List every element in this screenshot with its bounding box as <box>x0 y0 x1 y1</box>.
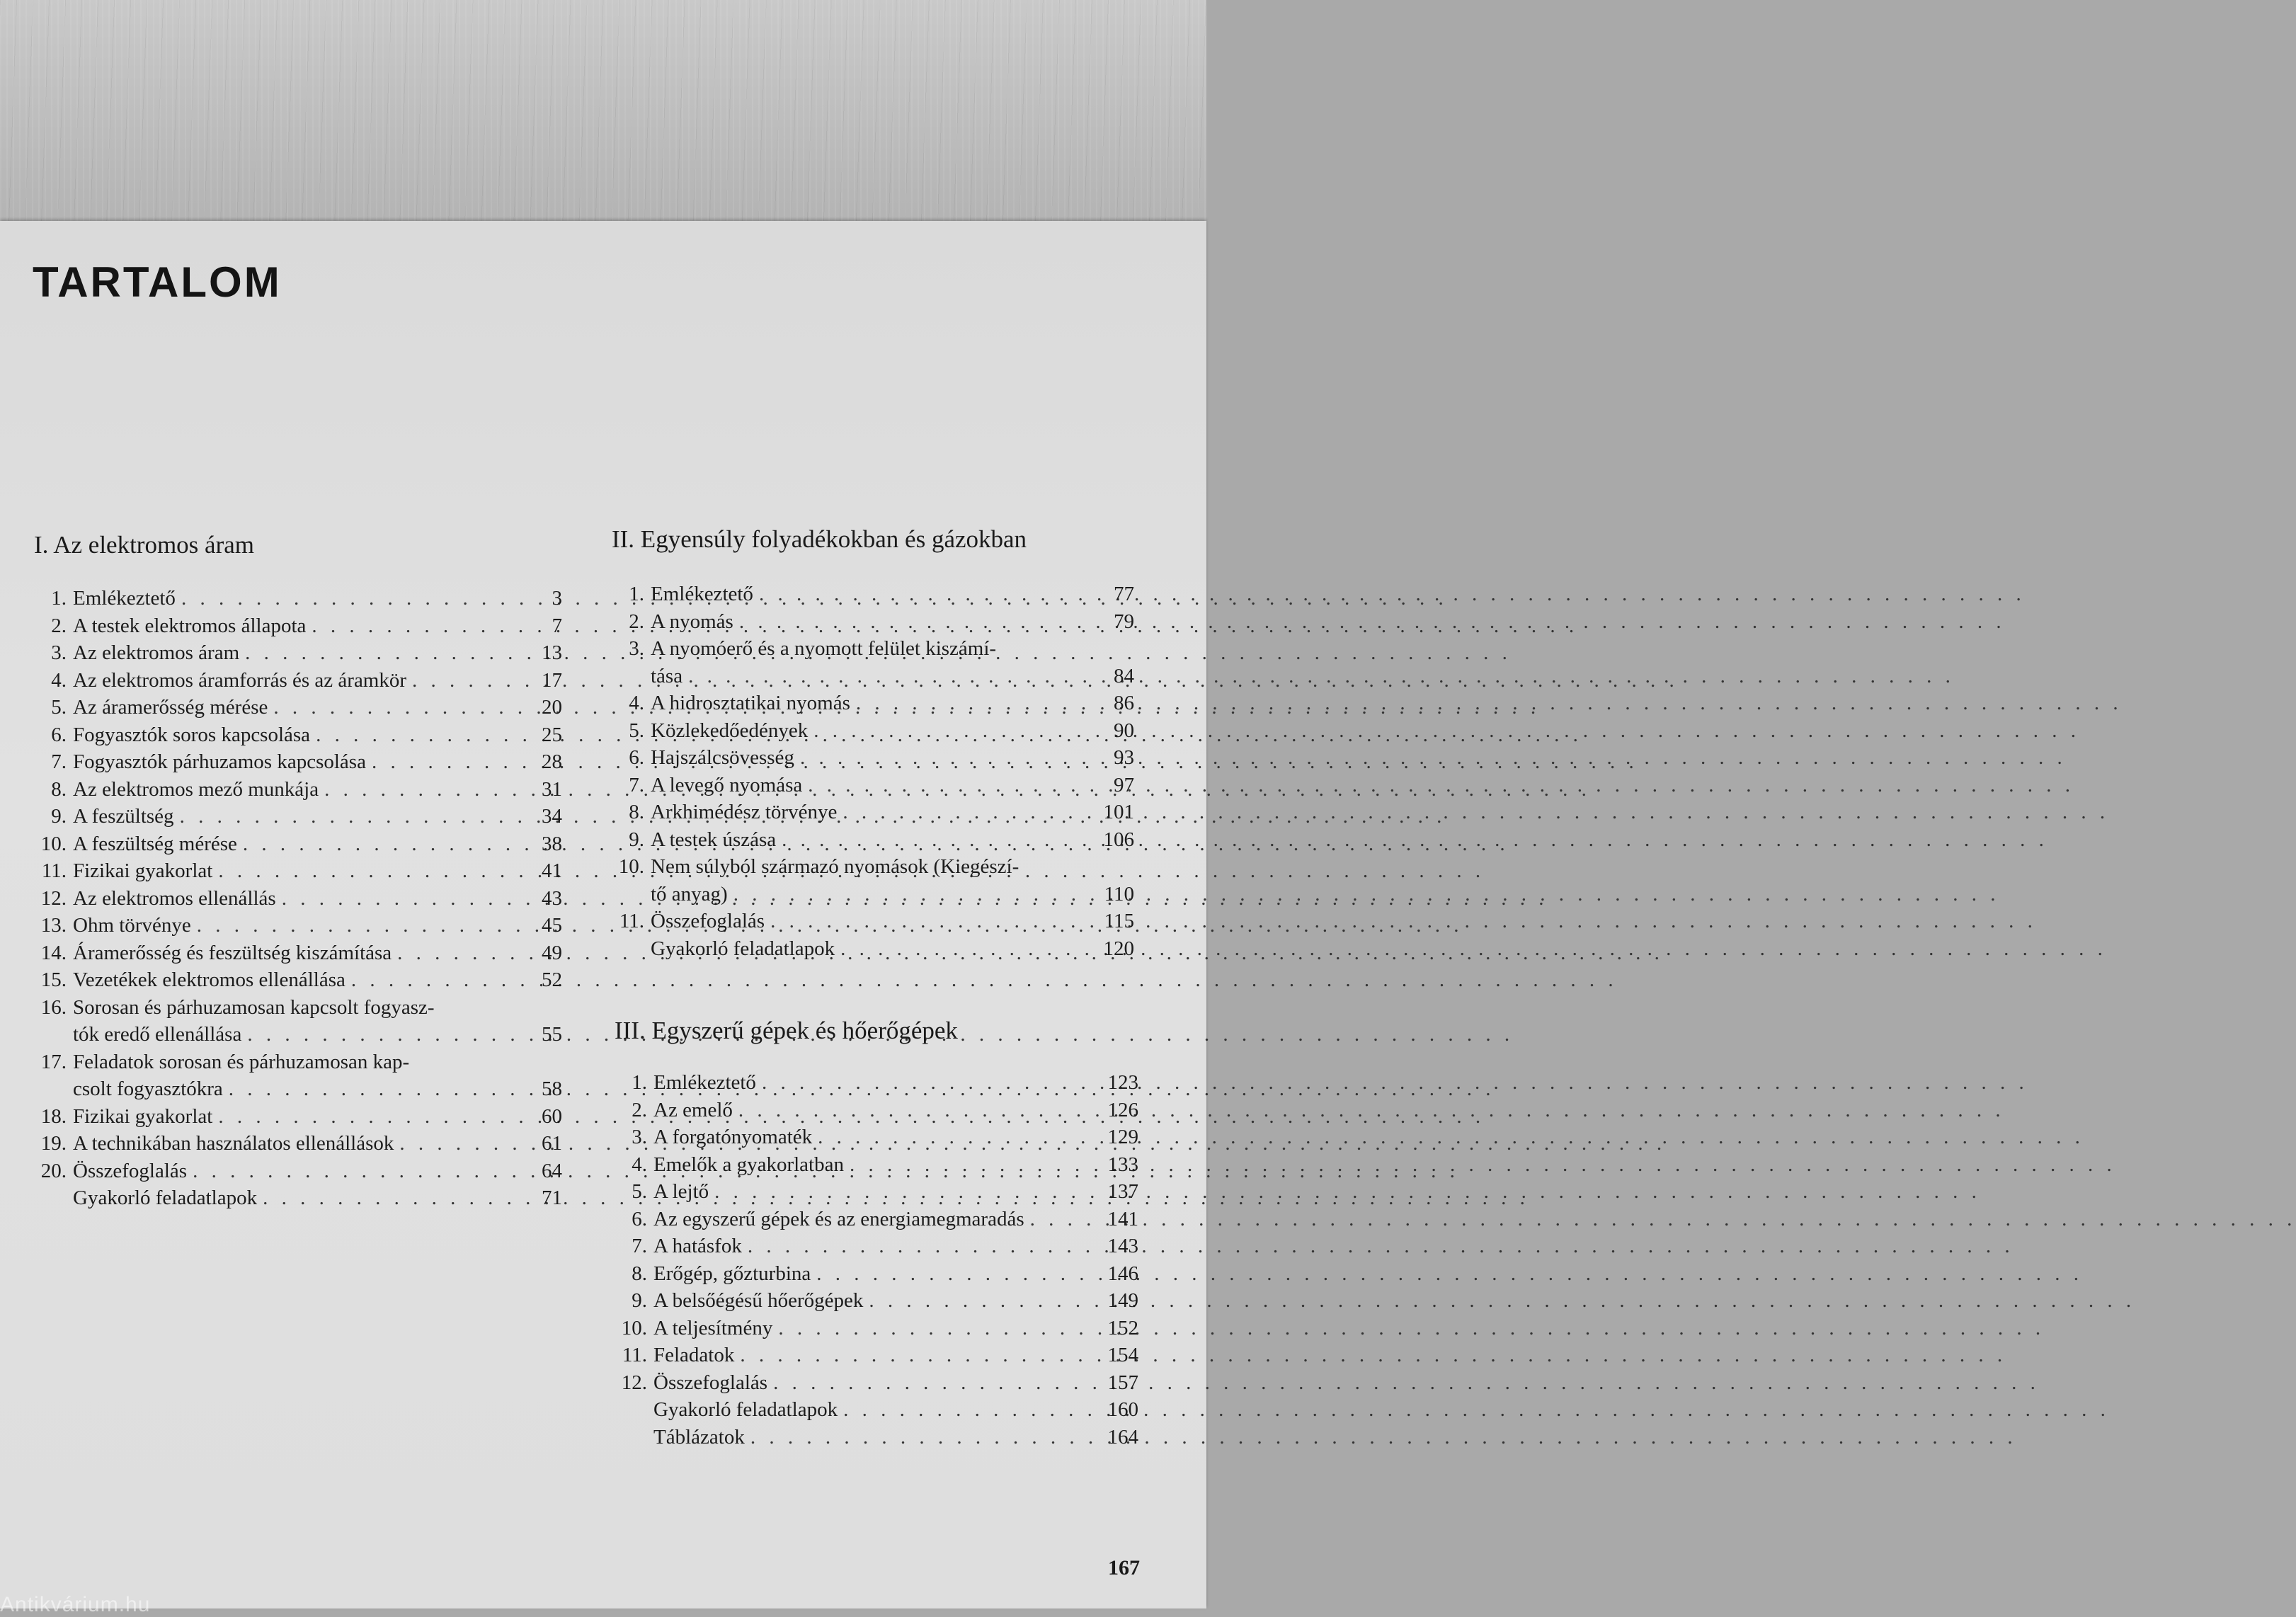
toc-entry-title: Arkhimédész törvénye <box>651 801 838 823</box>
dot-leader <box>682 663 1085 690</box>
toc-entry-number: 1. <box>629 583 644 605</box>
toc-entry-page: 34 <box>542 805 562 828</box>
toc-entry-title: A lejtő <box>653 1180 709 1203</box>
dot-leader <box>776 826 1085 854</box>
toc-entry-number: 7. <box>51 750 67 773</box>
toc-entry-page: 123 <box>1107 1071 1138 1094</box>
toc-entry-number: 13. <box>40 914 67 937</box>
toc-entry-title: tő anyag) <box>651 882 728 905</box>
toc-entry-title: Összefoglalás <box>653 1371 768 1394</box>
toc-entry-page: 17 <box>542 668 562 692</box>
toc-entry <box>615 1424 1138 1451</box>
toc-entry <box>612 690 1134 717</box>
dot-leader <box>742 1233 1089 1260</box>
toc-entry-page: 61 <box>542 1132 562 1155</box>
toc-entry-title: Ohm törvénye <box>73 914 191 937</box>
toc-entry <box>34 1184 562 1212</box>
toc-entry-page: 149 <box>1107 1289 1138 1312</box>
dot-leader <box>835 935 1085 963</box>
toc-entry <box>34 885 562 913</box>
toc-entry-title: Összefoglalás <box>651 910 765 932</box>
dot-leader <box>728 881 1085 908</box>
toc-entry-number: 14. <box>40 941 67 964</box>
toc-entry-page: 133 <box>1107 1153 1138 1176</box>
toc-entry-number: 11. <box>619 910 644 932</box>
dot-leader <box>745 1424 1089 1451</box>
toc-entry-title: A hatásfok <box>653 1235 742 1257</box>
toc-entry-page: 152 <box>1107 1316 1138 1339</box>
toc-entry <box>612 581 1134 608</box>
toc-entry <box>34 966 562 994</box>
toc-entry-number: 3. <box>629 637 644 660</box>
toc-entry-number: 7. <box>629 773 644 796</box>
toc-entry-title: A teljesítmény <box>653 1316 773 1339</box>
toc-entry <box>612 772 1134 799</box>
toc-entry-title: Feladatok sorosan és párhuzamosan kap- <box>73 1050 410 1073</box>
toc-entry-page: 86 <box>1114 692 1134 714</box>
toc-entry-page: 20 <box>542 696 562 719</box>
toc-entry-page: 58 <box>542 1078 562 1100</box>
background-surface <box>0 0 1206 227</box>
toc-entry-title: Feladatok <box>653 1344 735 1366</box>
toc-entry-number: 10. <box>40 832 67 855</box>
toc-entry-number: 11. <box>622 1344 647 1366</box>
dot-leader <box>794 744 1085 772</box>
toc-entry-page: 101 <box>1103 801 1134 823</box>
dot-leader <box>844 1151 1089 1179</box>
dot-leader <box>174 803 513 830</box>
toc-entry-page: 93 <box>1114 746 1134 769</box>
toc-entry-title: A forgatónyomaték <box>653 1126 813 1148</box>
toc-entry-number: 1. <box>51 587 67 610</box>
watermark: Antikvárium.hu <box>0 1593 151 1616</box>
toc-entry-number: 5. <box>629 719 644 742</box>
toc-entry <box>615 1260 1138 1288</box>
dot-leader <box>765 908 1085 935</box>
toc-entry-page: 97 <box>1114 773 1134 796</box>
toc-entry-page: 84 <box>1114 664 1134 687</box>
toc-entry-title: Táblázatok <box>653 1425 745 1449</box>
dot-leader <box>709 1178 1089 1206</box>
toc-entry-number: 16. <box>40 995 67 1019</box>
toc-entry <box>612 908 1134 935</box>
page-number: 167 <box>1108 1556 1140 1579</box>
dot-leader <box>753 581 1085 608</box>
toc-entry <box>612 935 1134 963</box>
toc-entry <box>34 912 562 939</box>
toc-entry-title: Az elektromos áram <box>73 641 240 664</box>
dot-leader <box>310 721 513 749</box>
toc-entry-title: Közlekedőedények <box>651 719 809 742</box>
toc-entry-number: 7. <box>632 1235 647 1257</box>
dot-leader <box>733 608 1085 636</box>
toc-entry-page: 137 <box>1107 1180 1138 1203</box>
toc-entry <box>615 1287 1138 1315</box>
toc-entry-page: 110 <box>1104 882 1134 905</box>
toc-entry-number: 15. <box>40 969 67 991</box>
dot-leader <box>406 667 513 695</box>
toc-entry <box>615 1342 1138 1369</box>
toc-entry <box>615 1233 1138 1260</box>
toc-entry-number: 6. <box>629 746 644 769</box>
toc-entry <box>612 853 1134 881</box>
toc-entry <box>612 717 1134 745</box>
toc-entry-title: A feszültség <box>73 805 174 828</box>
toc-entry-number: 6. <box>51 723 67 746</box>
toc-entry-number: 2. <box>51 614 67 637</box>
toc-entry-title: Emlékeztető <box>651 583 753 605</box>
dot-leader <box>394 1130 513 1158</box>
book-page <box>0 221 1206 1616</box>
toc-entry-number: 20. <box>40 1159 67 1182</box>
toc-entry <box>34 830 562 858</box>
dot-leader <box>802 772 1085 799</box>
toc-entry-page: 154 <box>1107 1344 1138 1366</box>
toc-entry-page: 160 <box>1107 1398 1138 1421</box>
toc-entry-page: 164 <box>1107 1425 1138 1449</box>
section-heading-1: I. Az elektromos áram <box>34 531 255 559</box>
dot-leader <box>850 690 1085 717</box>
toc-entry-title: A testek úszása <box>651 828 777 851</box>
toc-entry-title: Az áramerősség mérése <box>73 696 268 719</box>
toc-entry-page: 90 <box>1114 719 1134 742</box>
toc-entry <box>34 1075 562 1103</box>
toc-entry-page: 52 <box>542 969 562 991</box>
toc-list-section-2 <box>612 581 1134 962</box>
toc-entry <box>34 1021 562 1049</box>
toc-entry-number: 8. <box>51 777 67 801</box>
dot-leader <box>176 585 513 612</box>
toc-entry-page: 13 <box>542 641 562 664</box>
dot-leader <box>392 939 513 967</box>
toc-entry-page: 25 <box>542 723 562 746</box>
toc-entry <box>34 721 562 749</box>
toc-entry <box>34 776 562 804</box>
toc-entry-page: 31 <box>542 777 562 801</box>
dot-leader <box>345 966 513 994</box>
toc-entry-page: 7 <box>552 614 562 637</box>
toc-entry-number: 2. <box>632 1098 647 1121</box>
toc-entry <box>615 1396 1138 1424</box>
toc-entry-title: Fogyasztók soros kapcsolása <box>73 723 311 746</box>
toc-entry-title: Emlékeztető <box>73 587 176 610</box>
toc-entry-title: Áramerősség és feszültség kiszámítása <box>73 941 392 964</box>
toc-entry-title: Fizikai gyakorlat <box>73 859 213 882</box>
toc-entry-page: 157 <box>1107 1371 1138 1394</box>
toc-entry-page: 115 <box>1104 910 1134 932</box>
toc-entry-page: 41 <box>542 859 562 882</box>
dot-leader <box>306 612 513 640</box>
toc-entry-page: 129 <box>1107 1126 1138 1148</box>
toc-list-section-1 <box>34 585 562 1212</box>
toc-entry-title: A technikában használatos ellenállások <box>73 1132 394 1155</box>
toc-entry-number: 12. <box>621 1371 647 1394</box>
dot-leader <box>237 830 513 858</box>
dot-leader <box>366 748 513 776</box>
toc-entry-page: 64 <box>542 1159 562 1182</box>
toc-entry <box>34 939 562 967</box>
toc-entry-page: 106 <box>1103 828 1134 851</box>
toc-entry <box>34 1158 562 1185</box>
toc-entry <box>615 1206 1138 1233</box>
toc-entry-number: 11. <box>41 859 67 882</box>
toc-entry-page: 28 <box>542 750 562 773</box>
dot-leader <box>767 1369 1089 1397</box>
toc-entry-title: A feszültség mérése <box>73 832 237 855</box>
toc-entry-title: Vezetékek elektromos ellenállása <box>73 969 345 991</box>
toc-entry-number: 19. <box>40 1132 67 1155</box>
toc-entry-title: A nyomás <box>651 610 733 633</box>
dot-leader <box>734 1342 1089 1369</box>
toc-entry-title: Fogyasztók párhuzamos kapcsolása <box>73 750 366 773</box>
dot-leader <box>811 1260 1089 1288</box>
toc-entry-title: Emlékeztető <box>653 1071 756 1094</box>
dot-leader <box>187 1158 513 1185</box>
toc-entry-title: csolt fogyasztókra <box>73 1078 223 1100</box>
toc-entry-number: 6. <box>632 1207 647 1230</box>
toc-entry-page: 43 <box>542 886 562 910</box>
dot-leader <box>212 1103 513 1131</box>
dot-leader <box>319 776 513 804</box>
toc-entry-number: 3. <box>632 1126 647 1148</box>
toc-entry-number: 10. <box>618 855 644 878</box>
toc-entry-title: Fizikai gyakorlat <box>73 1104 213 1128</box>
toc-entry <box>612 826 1134 854</box>
toc-entry-page: 49 <box>542 941 562 964</box>
dot-leader <box>733 1097 1089 1124</box>
toc-entry-page: 79 <box>1114 610 1134 633</box>
toc-entry-number: 9. <box>51 805 67 828</box>
toc-entry <box>615 1178 1138 1206</box>
toc-entry-title: Gyakorló feladatlapok <box>651 937 835 960</box>
dot-leader <box>772 1315 1089 1342</box>
toc-entry-title: A levegő nyomása <box>651 773 803 796</box>
toc-entry-title: Az emelő <box>653 1098 733 1121</box>
toc-entry-page: 141 <box>1107 1207 1138 1230</box>
toc-entry-page: 60 <box>542 1104 562 1128</box>
toc-entry <box>34 667 562 695</box>
toc-entry-page: 146 <box>1107 1262 1138 1285</box>
toc-entry-title: Emelők a gyakorlatban <box>653 1153 844 1176</box>
section-heading-3: III. Egyszerű gépek és hőerőgépek <box>615 1017 958 1044</box>
toc-entry-title: A hidrosztatikai nyomás <box>651 692 850 714</box>
toc-entry-number: 8. <box>629 801 644 823</box>
dot-leader <box>191 912 513 939</box>
toc-entry <box>34 803 562 830</box>
toc-entry <box>612 744 1134 772</box>
toc-entry-page: 143 <box>1107 1235 1138 1257</box>
dot-leader <box>241 1021 513 1049</box>
page-title: TARTALOM <box>33 258 282 306</box>
toc-entry-page: 55 <box>542 1023 562 1046</box>
toc-entry-number: 5. <box>632 1180 647 1203</box>
toc-entry-page: 120 <box>1103 937 1134 960</box>
dot-leader <box>756 1069 1089 1097</box>
toc-entry-number: 2. <box>629 610 644 633</box>
dot-leader <box>1024 1206 1089 1233</box>
toc-entry <box>34 694 562 721</box>
toc-entry-title: Összefoglalás <box>73 1159 188 1182</box>
toc-entry <box>612 881 1134 908</box>
toc-entry <box>615 1097 1138 1124</box>
toc-entry <box>612 608 1134 636</box>
toc-entry-page: 3 <box>552 587 562 610</box>
toc-entry-title: A belsőégésű hőerőgépek <box>653 1289 864 1312</box>
toc-entry-number: 4. <box>51 668 67 692</box>
dot-leader <box>257 1184 513 1212</box>
toc-entry-title: Az egyszerű gépek és az energiamegmaradás <box>653 1207 1024 1230</box>
dot-leader <box>808 717 1085 745</box>
toc-entry-title: Gyakorló feladatlapok <box>653 1398 838 1421</box>
toc-entry <box>34 585 562 612</box>
toc-entry-title: Az elektromos ellenállás <box>73 886 276 910</box>
toc-entry-number: 9. <box>629 828 644 851</box>
toc-entry-page: 38 <box>542 832 562 855</box>
toc-entry <box>615 1151 1138 1179</box>
toc-entry-number: 1. <box>632 1071 647 1094</box>
toc-entry-title: Gyakorló feladatlapok <box>73 1187 258 1209</box>
dot-leader <box>838 1396 1089 1424</box>
toc-entry-title: Nem súlyból származó nyomások (Kiegészí- <box>651 855 1020 878</box>
toc-entry-number: 18. <box>40 1104 67 1128</box>
toc-entry-number: 10. <box>621 1316 647 1339</box>
toc-entry <box>34 994 562 1022</box>
toc-entry <box>615 1124 1138 1151</box>
toc-entry-page: 126 <box>1107 1098 1138 1121</box>
toc-entry <box>34 857 562 885</box>
toc-entry <box>34 748 562 776</box>
toc-entry <box>612 799 1134 826</box>
dot-leader <box>812 1124 1089 1151</box>
toc-entry <box>34 612 562 640</box>
toc-entry-page: 71 <box>542 1187 562 1209</box>
section-heading-2: II. Egyensúly folyadékokban és gázokban <box>612 525 1027 553</box>
toc-entry-number: 4. <box>629 692 644 714</box>
toc-entry <box>612 663 1134 690</box>
toc-entry <box>34 1130 562 1158</box>
toc-entry-number: 8. <box>632 1262 647 1285</box>
toc-entry-number: 4. <box>632 1153 647 1176</box>
toc-entry-number: 17. <box>40 1050 67 1073</box>
toc-entry <box>615 1315 1138 1342</box>
toc-entry-title: tása <box>651 664 683 687</box>
toc-entry <box>34 639 562 667</box>
toc-entry-page: 77 <box>1114 583 1134 605</box>
dot-leader <box>223 1075 513 1103</box>
toc-entry-title: A nyomóerő és a nyomott felület kiszámí- <box>651 637 997 660</box>
dot-leader <box>837 799 1085 826</box>
toc-entry-title: Erőgép, gőzturbina <box>653 1262 811 1285</box>
toc-entry-title: A testek elektromos állapota <box>73 614 307 637</box>
toc-entry <box>612 635 1134 663</box>
dot-leader <box>268 694 513 721</box>
toc-entry-page: 45 <box>542 914 562 937</box>
toc-entry-title: Az elektromos áramforrás és az áramkör <box>73 668 407 692</box>
toc-entry <box>615 1369 1138 1397</box>
toc-entry <box>615 1069 1138 1097</box>
toc-entry-title: Hajszálcsövesség <box>651 746 794 769</box>
toc-entry-number: 12. <box>40 886 67 910</box>
toc-entry-title: Az elektromos mező munkája <box>73 777 319 801</box>
dot-leader <box>863 1287 1089 1315</box>
toc-entry <box>34 1049 562 1076</box>
toc-entry-number: 9. <box>632 1289 647 1312</box>
toc-list-section-3 <box>615 1069 1138 1451</box>
dot-leader <box>276 885 513 913</box>
toc-entry <box>34 1103 562 1131</box>
toc-entry-number: 5. <box>51 696 67 719</box>
toc-entry-number: 3. <box>51 641 67 664</box>
toc-entry-title: Sorosan és párhuzamosan kapcsolt fogyasz- <box>73 995 435 1019</box>
dot-leader <box>239 639 513 667</box>
toc-entry-title: tók eredő ellenállása <box>73 1023 242 1046</box>
dot-leader <box>212 857 513 885</box>
